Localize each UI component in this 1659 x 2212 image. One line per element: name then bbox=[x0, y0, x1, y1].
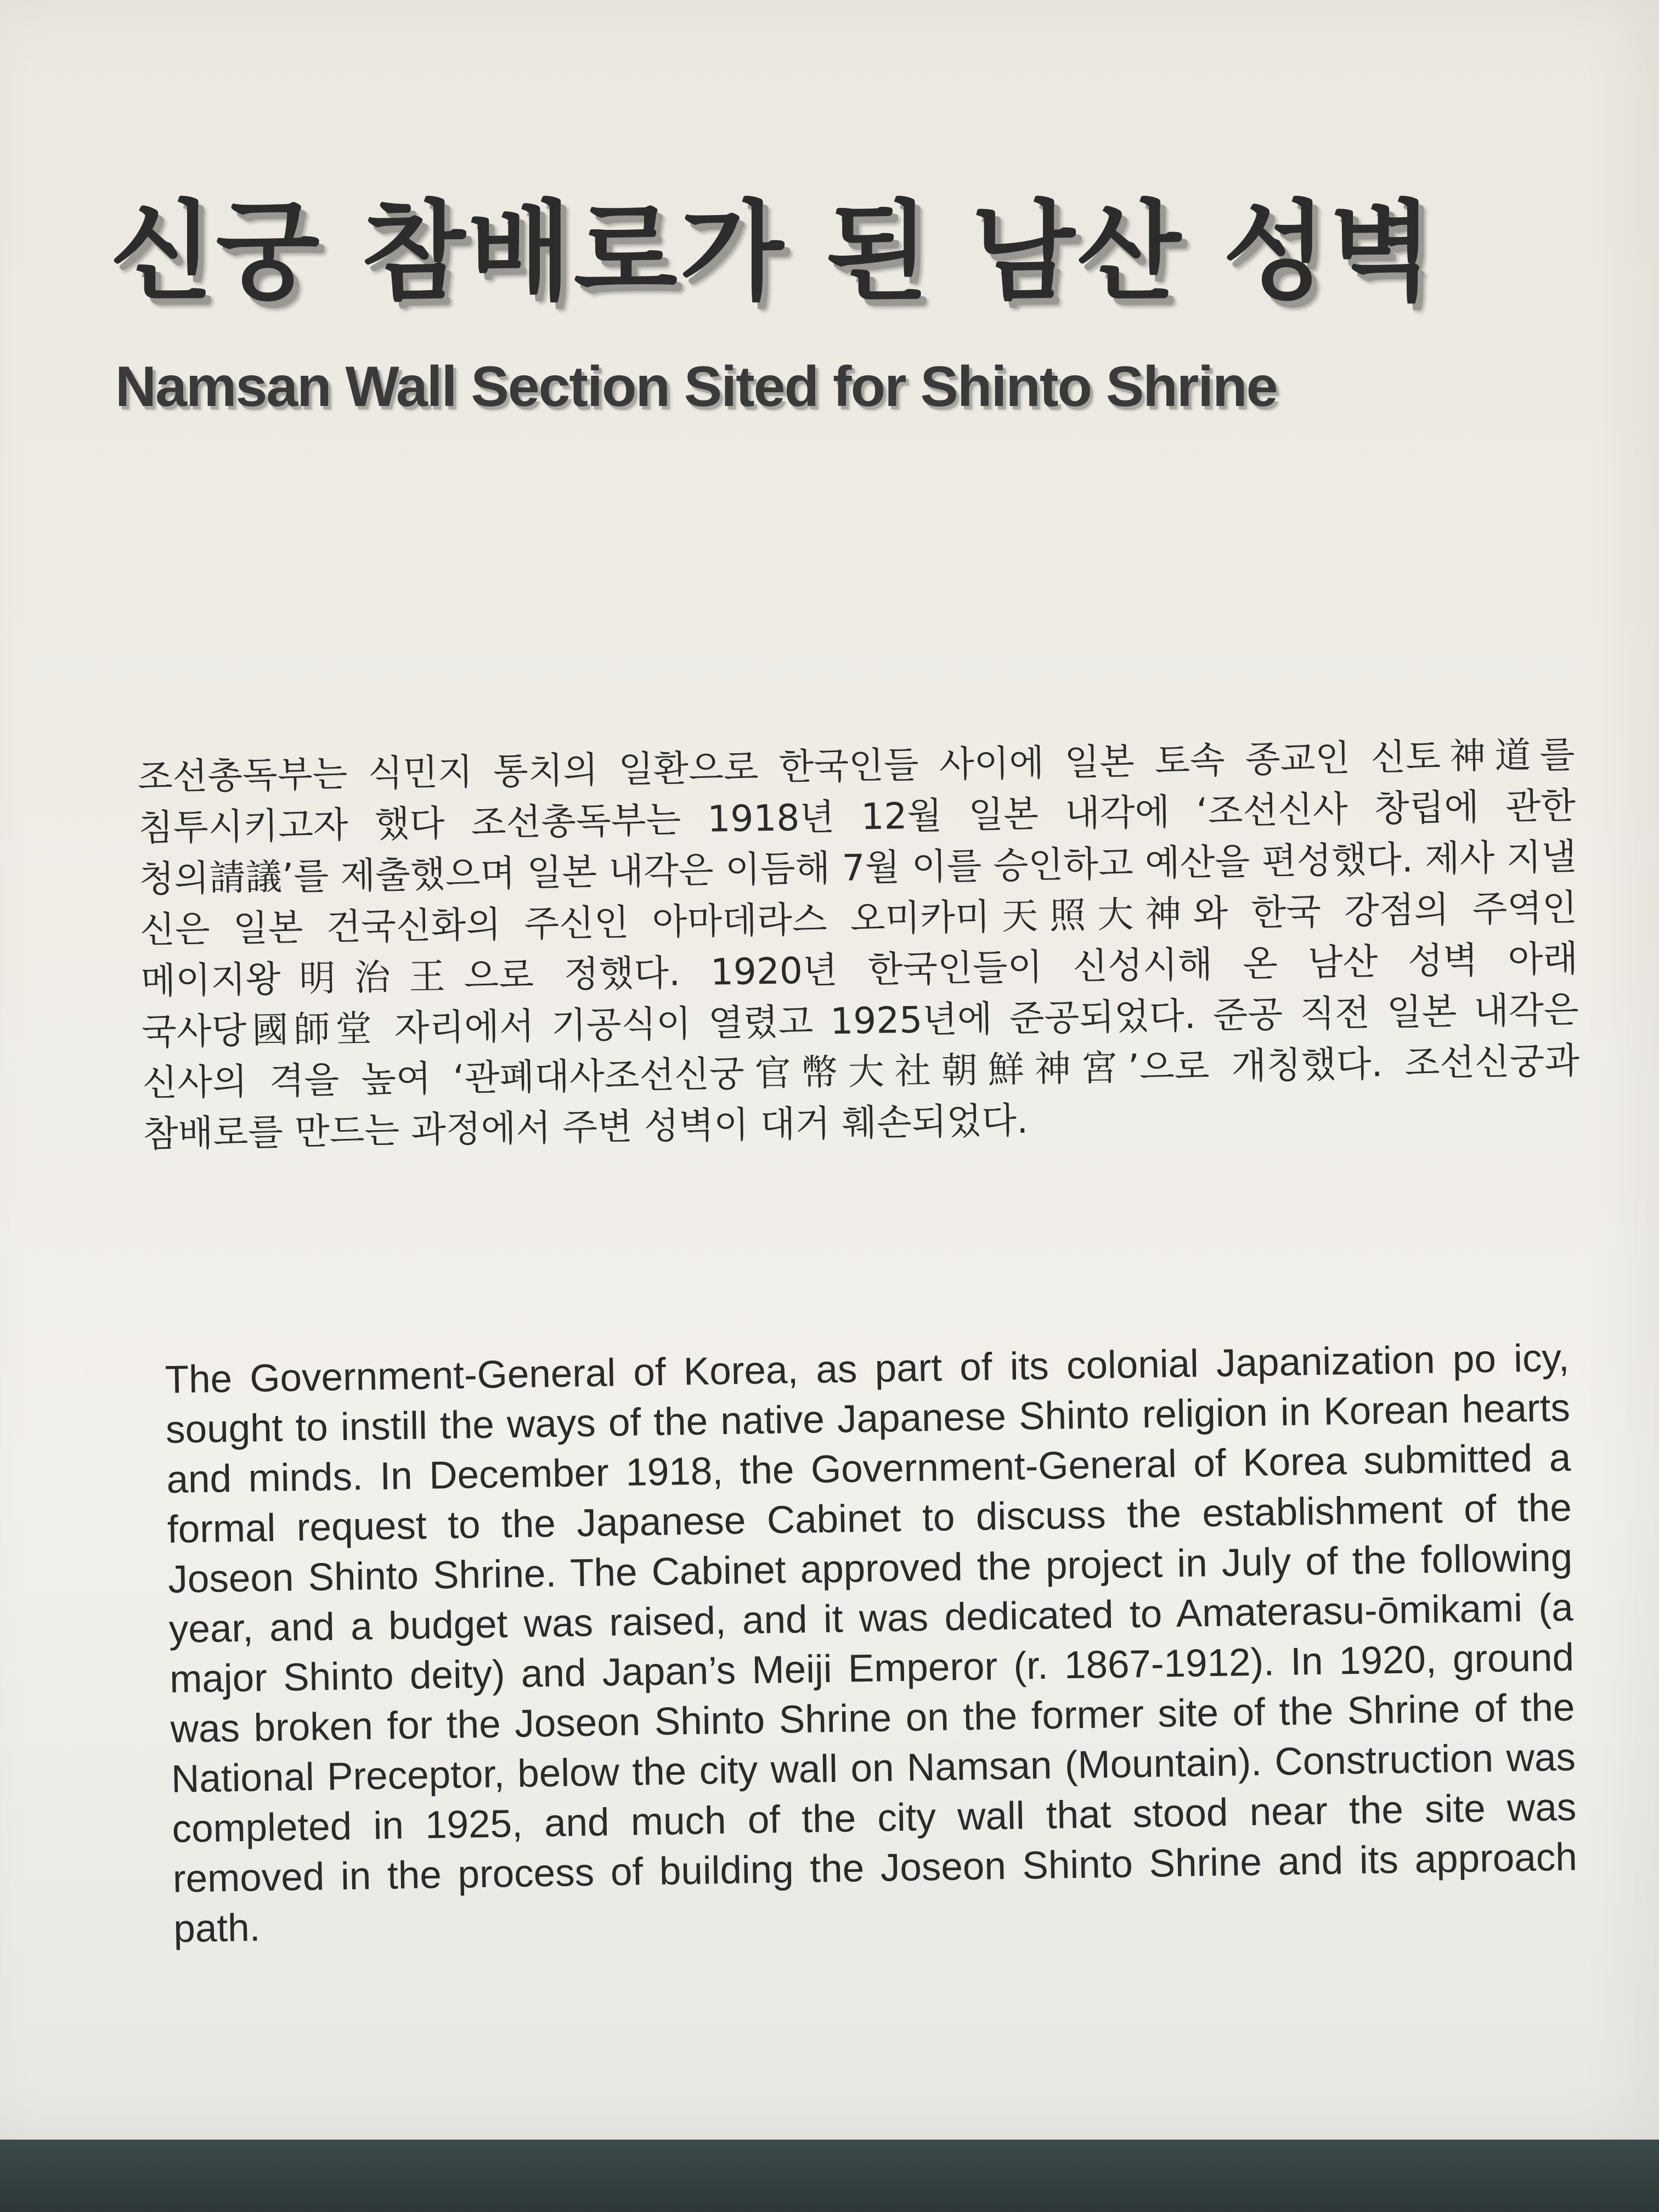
korean-description: 조선총독부는 식민지 통치의 일환으로 한국인들 사이에 일본 토속 종교인 신토神道를 침투시키고자 했다 조선총독부는 1918년 12월 일본 내각에 ‘조선신사 창립에 관한 청의請議’를 제출했으며 일본 내각은 이듬해 7월 이를 승인하고 예산을 편성했다. 제사 지낼 신은 일본 건국신화의 주신인 아마데라스 오미카미天照大神와 한국 강점의 주역인 메이지왕明治王으로 정했다. 1920년 한국인들이 신성시해 온 남산 성벽 아래 국사당國師堂 자리에서 기공식이 열렸고 1925년에 준공되었다. 준공 직전 일본 내각은 신사의 격을 높여 ‘관폐대사조선신궁官幣大社朝鮮神宮’으로 개칭했다. 조선신궁과 참배로를 만드는 과정에서 주변 성벽이 대거 훼손되었다. bbox=[137, 733, 1580, 1155]
english-title: Namsan Wall Section Sited for Shinto Shrine bbox=[115, 355, 1277, 419]
floor-strip bbox=[0, 2140, 1659, 2212]
korean-title: 신궁 참배로가 된 남산 성벽 bbox=[110, 190, 1435, 315]
english-description: The Government-General of Korea, as part of its colonial Japanization po icy, sought to instill the ways of the native Japanese Shinto religion in Korean hearts and minds. In December 1918, the Government-General of Korea submitted a formal request to the Japanese Cabinet to discuss the establishment of the Joseon Shinto Shrine. The Cabinet approved the project in July of the following year, and a budget was raised, and it was dedicated to Amaterasu-ōmikami (a major Shinto deity) and Japan’s Meiji Emperor (r. 1867-1912). In 1920, ground was broken for the Joseon Shinto Shrine on the former site of the Shrine of the National Preceptor, below the city wall on Namsan (Mountain). Construction was completed in 1925, and much of the city wall that stood near the site was removed in the process of building the Joseon Shinto Shrine and its approach path. bbox=[165, 1336, 1578, 1951]
